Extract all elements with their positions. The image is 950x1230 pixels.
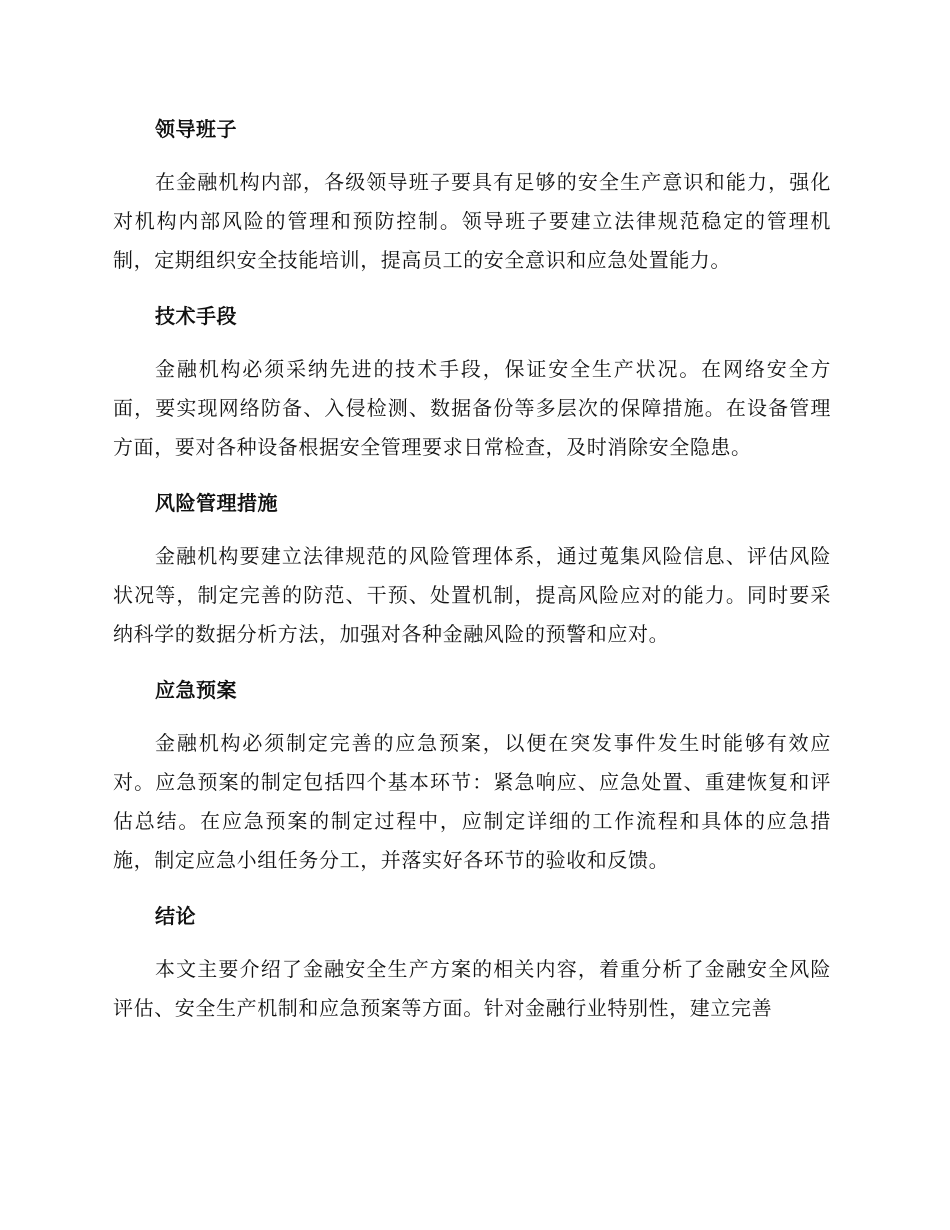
section-emergency-plan	[113, 671, 831, 880]
section-leadership	[113, 110, 831, 280]
section-paragraph: 在金融机构内部，各级领导班子要具有足够的安全生产意识和能力，强化对机构内部风险的管理和预防控制。领导班子要建立法律规范稳定的管理机制，定期组织安全技能培训，提高员工的安全意识和应急处置能力。	[113, 170, 831, 272]
section-heading: 技术手段	[155, 304, 237, 328]
section-heading: 风险管理措施	[155, 491, 278, 515]
section-heading: 应急预案	[155, 678, 237, 702]
section-paragraph: 金融机构必须制定完善的应急预案，以便在突发事件发生时能够有效应对。应急预案的制定包括四个基本环节：紧急响应、应急处置、重建恢复和评估总结。在应急预案的制定过程中，应制定详细的工作流程和具体的应急措施，制定应急小组任务分工，并落实好各环节的验收和反馈。	[113, 731, 831, 872]
section-paragraph: 金融机构必须采纳先进的技术手段，保证安全生产状况。在网络安全方面，要实现网络防备、入侵检测、数据备份等多层次的保障措施。在设备管理方面，要对各种设备根据安全管理要求日常检查，及时消除安全隐患。	[113, 357, 831, 459]
document-content	[113, 110, 831, 1045]
section-conclusion	[113, 897, 831, 1028]
section-heading: 结论	[155, 904, 196, 928]
section-paragraph: 金融机构要建立法律规范的风险管理体系，通过蒐集风险信息、评估风险状况等，制定完善的防范、干预、处置机制，提高风险应对的能力。同时要采纳科学的数据分析方法，加强对各种金融风险的预警和应对。	[113, 544, 831, 646]
section-technical-means	[113, 297, 831, 467]
section-risk-management	[113, 484, 831, 654]
section-heading: 领导班子	[155, 117, 237, 141]
section-paragraph: 本文主要介绍了金融安全生产方案的相关内容，着重分析了金融安全风险评估、安全生产机制和应急预案等方面。针对金融行业特别性，建立完善	[113, 957, 831, 1020]
